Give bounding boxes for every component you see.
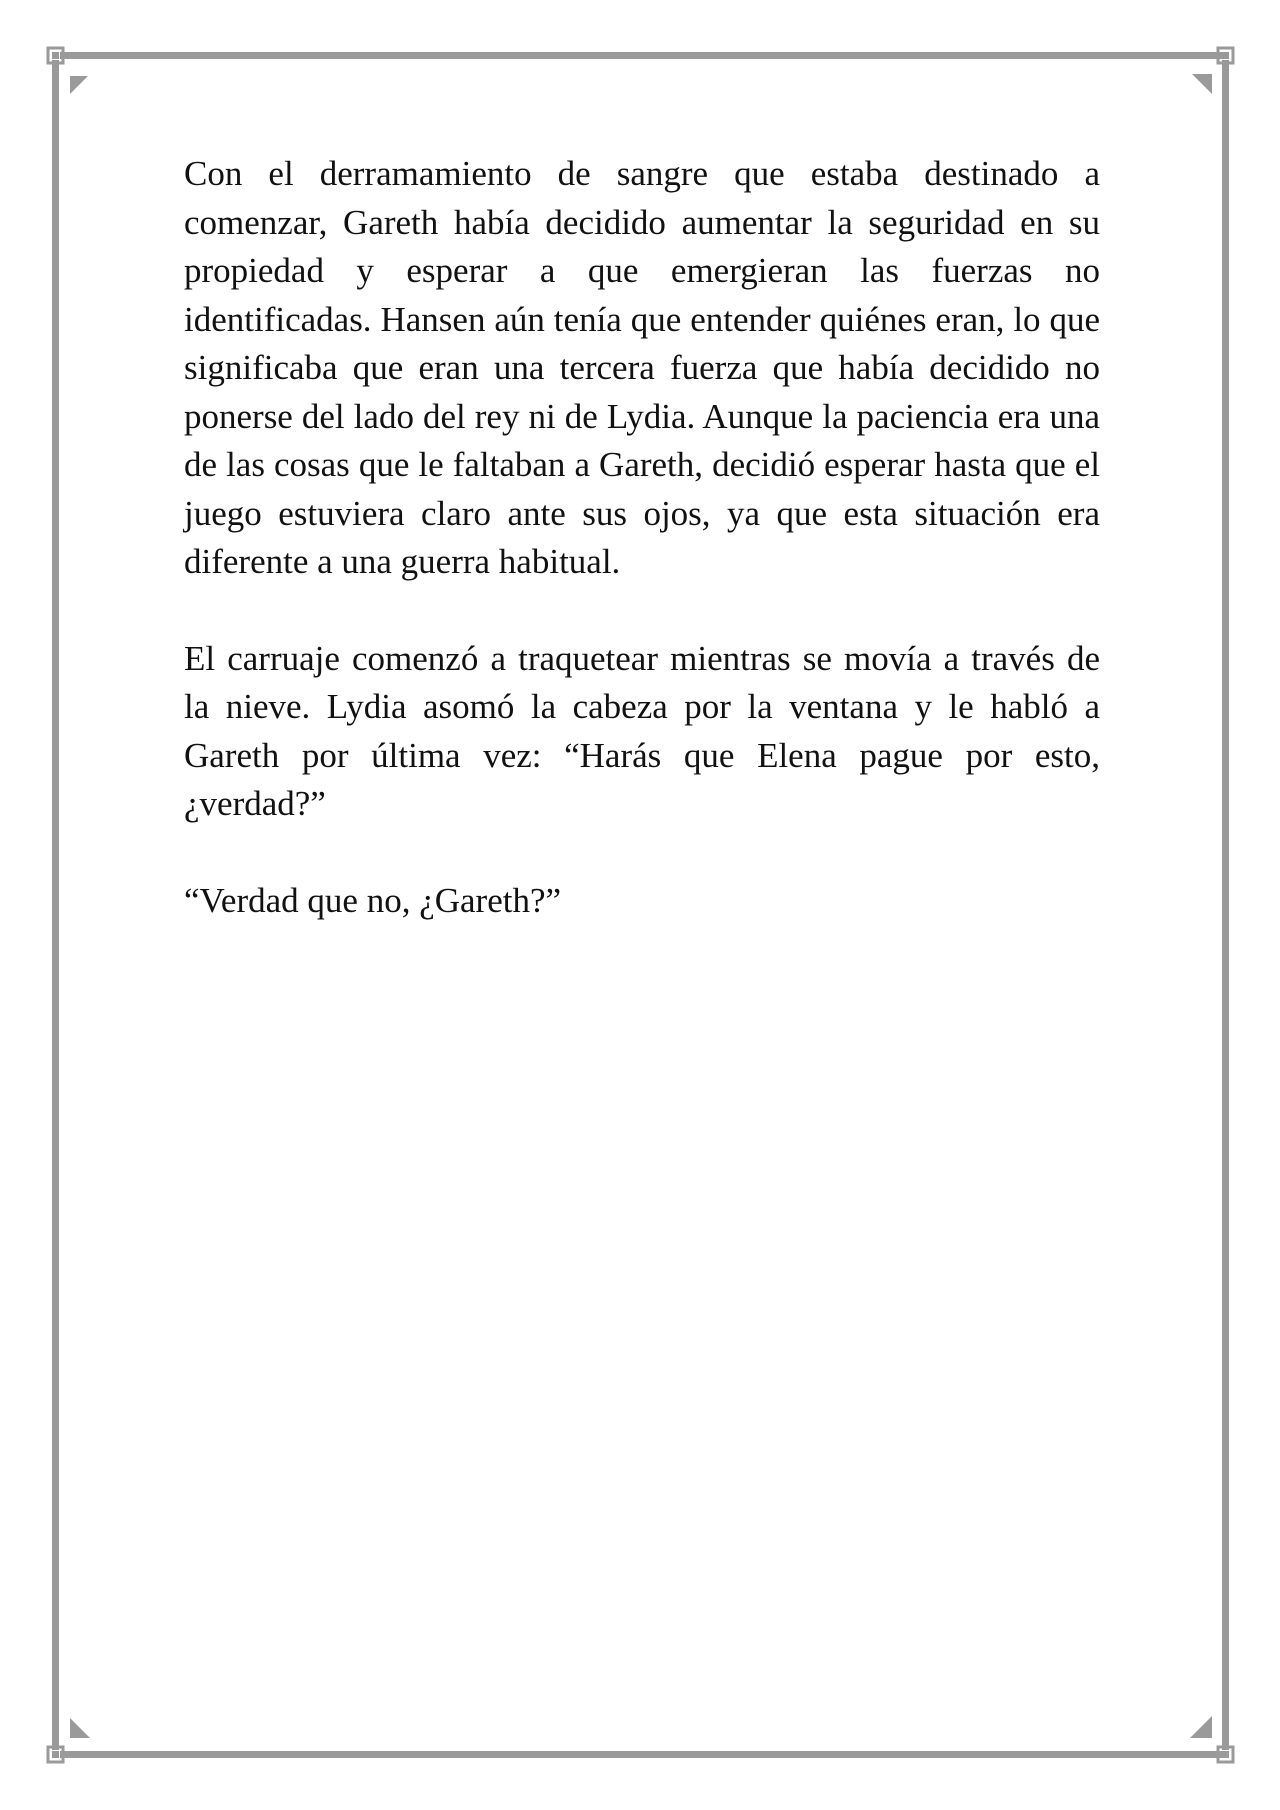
paragraph-3: “Verdad que no, ¿Gareth?”	[184, 880, 562, 920]
paragraph-2: El carruaje comenzó a traquetear mientras se movía a través de la nieve. Lydia asomó la cabeza por la ventana y le habló a Gareth por última vez: “Harás que Elena pague por esto, ¿verdad?”	[184, 638, 1100, 823]
border-right	[1222, 60, 1229, 1750]
border-top	[60, 52, 1222, 59]
border-left	[52, 60, 59, 1750]
border-bottom	[60, 1751, 1222, 1758]
paragraph-1: Con el derramamiento de sangre que estaba destinado a comenzar, Gareth había decidido aumentar la seguridad en su propiedad y esperar a que emergieran las fuerzas no identificadas. Hansen aún tenía que entender quiénes eran, lo que significaba que eran una tercera fuerza que había decidido no ponerse del lado del rey ni de Lydia. Aunque la paciencia era una de las cosas que le faltaban a Gareth, decidió esperar hasta que el juego estuviera claro ante sus ojos, ya que esta situación era diferente a una guerra habitual.	[184, 154, 1100, 581]
page-body	[184, 150, 1100, 925]
